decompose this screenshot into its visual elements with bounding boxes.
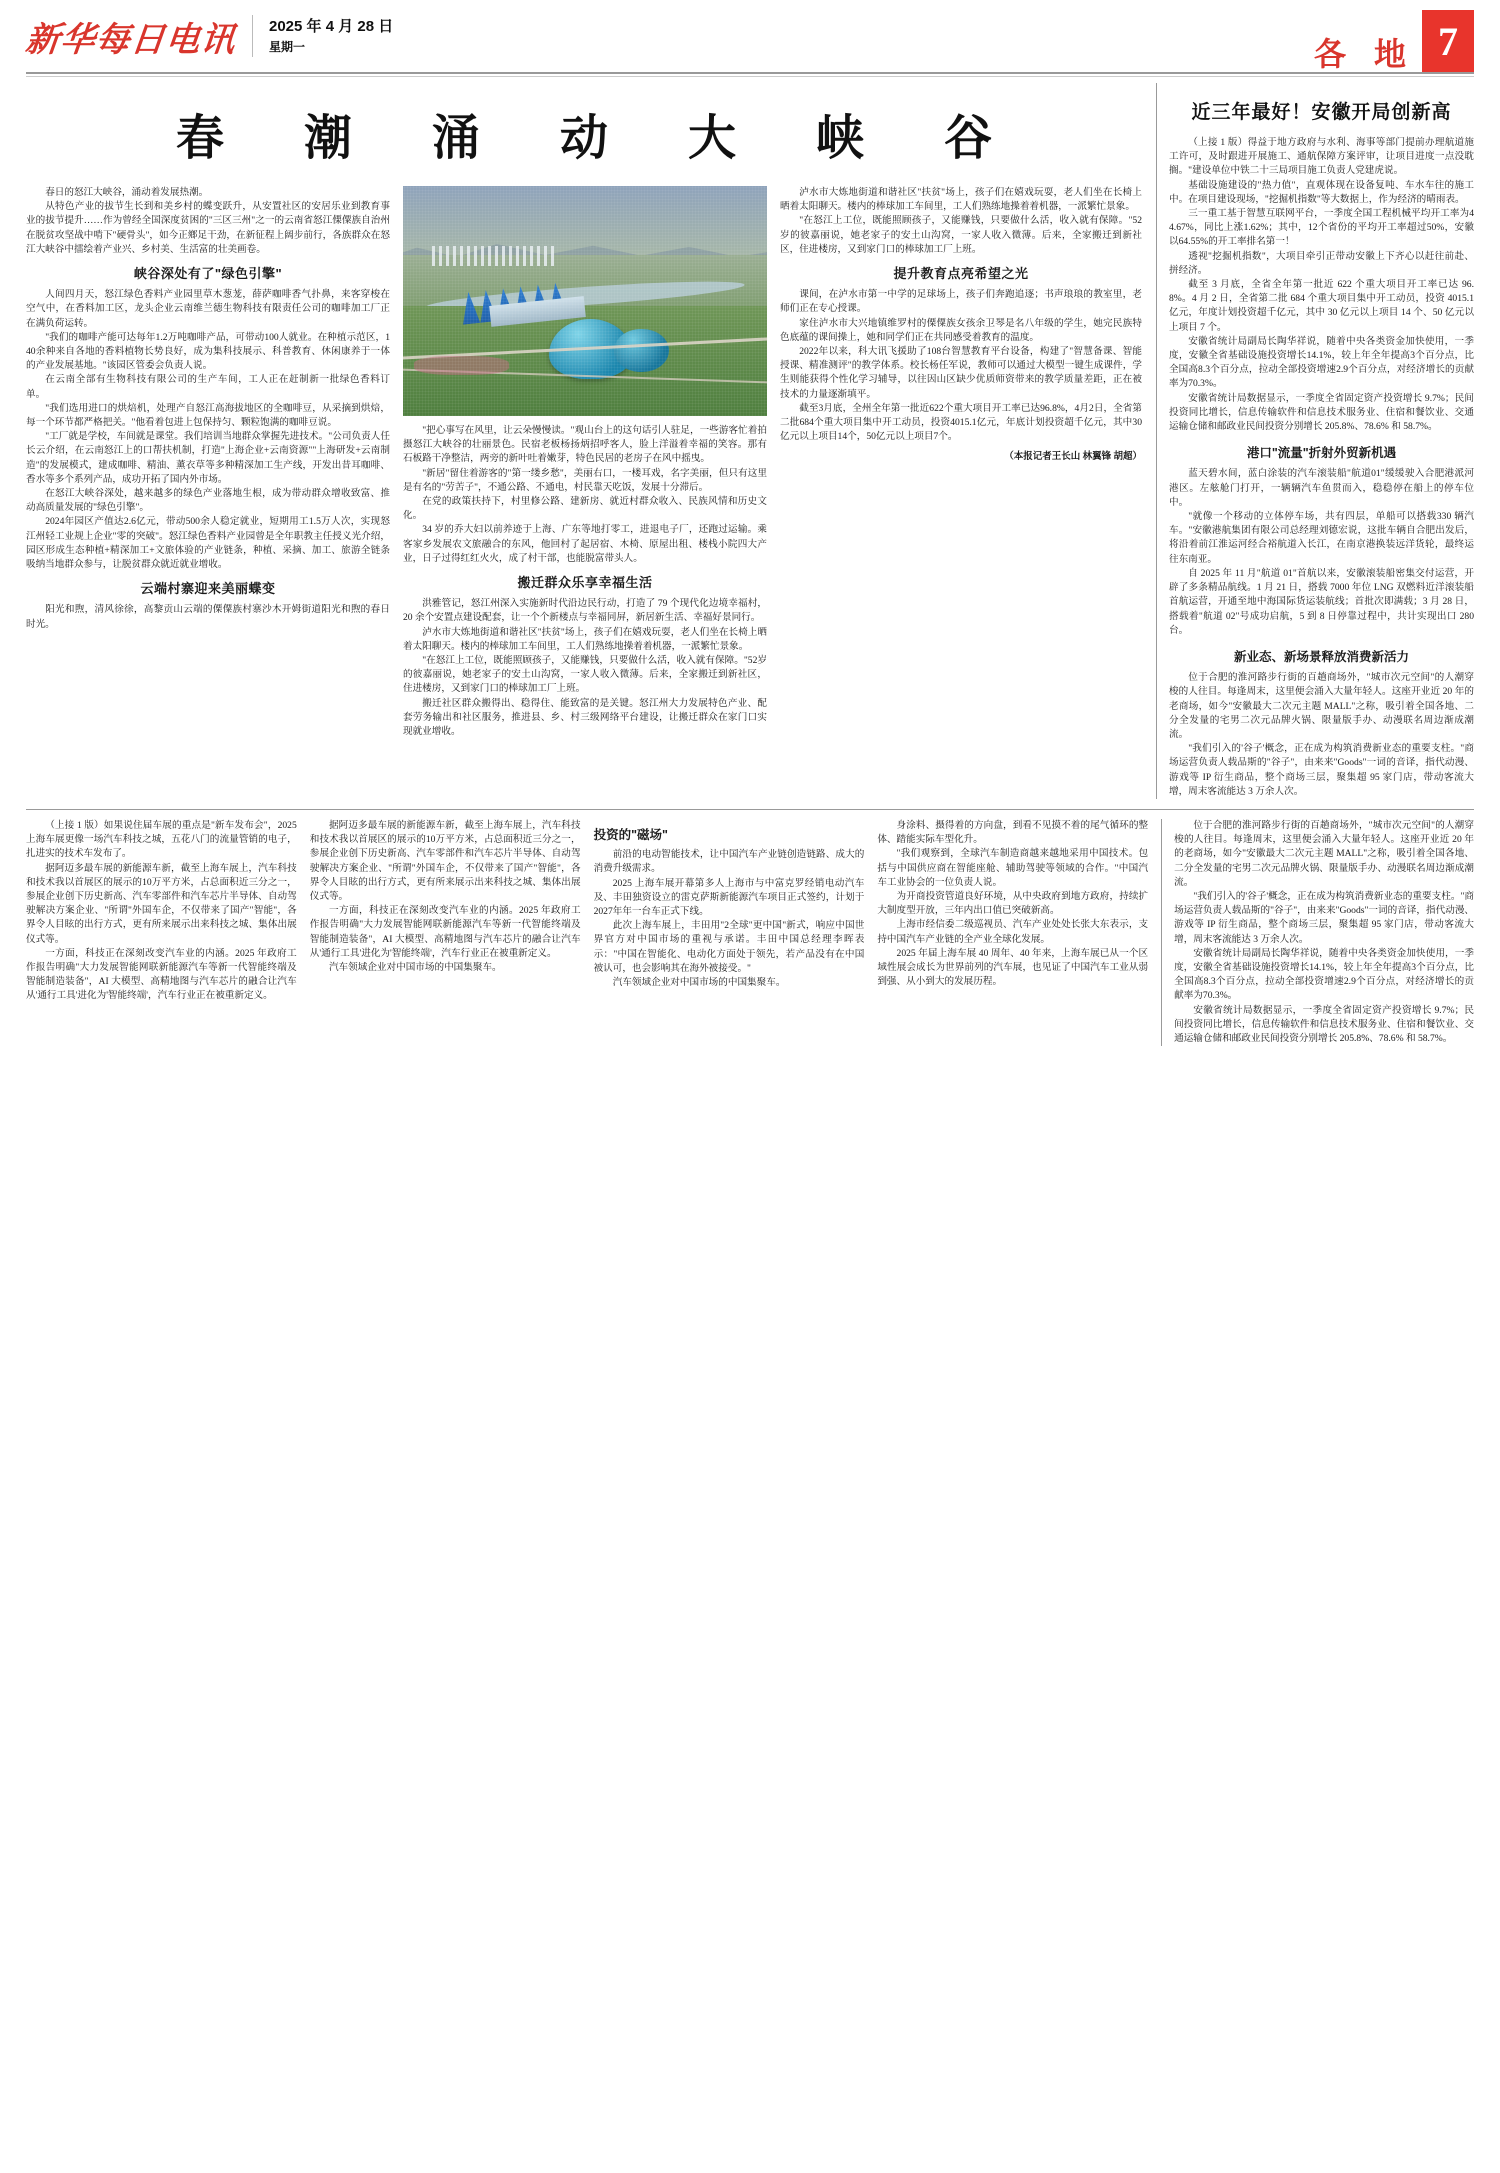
feature-s1p4: "我们选用进口的烘焙机，处理产自怒江高海拔地区的全咖啡豆，从采摘到烘焙，每一个环节都严格把关。"他看着包进上包保持匀、颗粒饱满的咖啡豆说。	[26, 402, 390, 429]
feature-section-2-heading: 云端村寨迎来美丽蝶变	[140, 581, 276, 597]
feature-byline: （本报记者王长山 林翼锋 胡超）	[1004, 452, 1142, 463]
feature-s3-extra: 泸水市大炼地街道和谐社区"扶贫"场上，孩子们在嬉戏玩耍，老人们坐在长椅上晒着太阳聊天。楼内的棒球加工车间里，工人们熟练地操着着机器，一派繁忙景象。	[780, 187, 1142, 213]
anhui-p4: 透视"挖掘机指数"，大项目牵引正带动安徽上下齐心以赶往前赴、拼经济。	[1169, 250, 1474, 276]
auto-s3: 此次上海车展上，丰田用"2全球"更中国"新式，响应中国世界官方对中国市场的重视与承诺。丰田中国总经理李晖表示："中国在智能化、电动化方面处于领先，若产品没有在中国被认可，也会影响其在海外被接受。"	[593, 920, 865, 974]
feature-p1: 从特色产业的拔节生长到和美乡村的蝶变跃升，从安置社区的安居乐业到教育事业的拔节提升……作为曾经全国深度贫困的"三区三州"之一的云南省怒江傈僳族自治州在脱贫攻坚战中啃下"硬骨头"，如今正鄉足干劲，在新征程上阔步前行，各族群众在怒江大峡谷中擂绘着产业兴、乡村美、生活富的壮美画卷。	[26, 201, 390, 255]
feature-s1p1: 人间四月天，怒江绿色香料产业园里草木葱茏，薛萨咖啡香气扑鼻，来客穿梭在空气中，在香料加工区，龙头企业云南维兰德生物科技有限责任公司的咖啡加工厂正在满负荷运转。	[26, 289, 390, 329]
feature-section-4-heading: 提升教育点亮希望之光	[893, 266, 1029, 282]
anhui-p5: 截至 3 月底，全省全年第一批近 622 个重大项目开工率已达 96.8%。4 月 2 日，全省第二批 684 个重大项目集中开工动员，投资 4015.1 亿元，年度计划投资超千亿元，其中 30 亿元以上项目 14 个、50 亿元以上项目 7 个。	[1169, 279, 1474, 333]
auto-s1: 前沿的电动智能技术，让中国汽车产业链创造链路、成大的消费升级需求。	[593, 849, 865, 875]
anhui-p1: （上接 1 版）得益于地方政府与水利、海事等部门提前办理航道施工许可，及时跟进开展施工、通航保障方案评审，让项目进度一点没耽搁。"建设单位中铁二十三局项目施工负责人党建虎说。	[1169, 137, 1474, 177]
feature-s2p4: 在党的政策扶持下，村里修公路、建新房、就近村群众收入、民族风情和历史文化。	[403, 496, 767, 522]
feature-s2p2: "把心事写在风里，让云朵慢慢读。"观山台上的这句话引人驻足，一些游客忙着拍摄怒江大峡谷的壮丽景色。民宿老板杨扬炳招呼客人，脸上洋溢着幸福的笑容。那有石板路干净整洁，两旁的新叶吐着嫩芽，特色民居的老房子在风中摇曳。	[403, 425, 767, 465]
masthead-divider	[252, 15, 253, 57]
anhui-s6p2: "我们引入的'谷子'概念，正在成为构筑消费新业态的重要支柱。"商场运营负责人载品斯的"谷子"，由来来"Goods"一词的音译，指代动漫、游戏等 IP 衍生商品，整个商场三层，聚集超 95 家门店，带动客流大增，周末客流能达 3 万余人次。	[1169, 743, 1474, 797]
auto-column-2	[310, 819, 581, 1046]
anhui-body	[1169, 136, 1474, 799]
feature-s1p2: "我们的咖啡产能可达每年1.2万吨咖啡产品，可带动100人就业。在种植示范区，140余种来自各地的香料植物长势良好，成为集科技展示、科普教育、休闲康养于一体的产业发展基地。"该园区管委会负责人说。	[26, 331, 390, 372]
feature-column-2	[403, 186, 767, 739]
feature-s3p1: 洪雅管记，怒江州深入实施新时代沿边民行动，打造了 79 个现代化边境幸福村，20 余个安置点建设配套，让一个个新楼点与幸福同屏，新居新生活、幸福好景同行。	[403, 598, 767, 624]
auto-c2p2: 一方面，科技正在深刻改变汽车业的内涵。2025 年政府工作报告明确"大力发展智能网联新能源汽车等新一代智能终端及智能制造装备"，AI 大模型、高精地图与汽车芯片的融合让汽车从'通行工具'进化为'智能终端'，汽车行业正在被重新定义。	[309, 905, 581, 959]
auto-p2: 据阿迈多最车展的新能源车新，截至上海车展上，汽车科技和技术我以首展区的展示的10万平方米，占总面积近三分之一，参展企业创下历史新高、汽车零部件和汽车芯片半导体、自动驾驶解决方案企业、"所谓"外国车企，不仅带来了国产"智能"，各界令人目眩的出行方式，更有所来展示出来科技之城、集体出展仪式等。	[26, 862, 297, 945]
auto-r5: 2025 年届上海车展 40 周年、40 年来，上海车展已从一个区域性展会成长为世界前列的汽车展，也见证了中国汽车工业从弱到强、从小到大的发展历程。	[877, 947, 1149, 988]
feature-s4p1: 课间，在泸水市第一中学的足球场上，孩子们奔跑追逐；书声琅琅的教室里，老师们正在专心授课。	[780, 289, 1142, 315]
anhui-p3: 三一重工基于智慧互联网平台，一季度全国工程机械平均开工率为44.67%，同比上涨1.62%；其中，12个省份的平均开工率超过50%，安徽以64.55%的开工率排名第一！	[1169, 208, 1474, 248]
feature-section-1-heading: 峡谷深处有了"绿色引擎"	[133, 266, 283, 282]
auto-r4: 上海市经信委二级巡视员、汽车产业处处长张大东表示，支持中国汽车产业链的全产业全球化发展。	[877, 919, 1149, 945]
auto-c2p3: 汽车领域企业对中国市场的中国集聚车。	[328, 961, 502, 973]
anhui-section-5-heading: 港口"流量"折射外贸新机遇	[1246, 446, 1397, 461]
anhui-s5p1: 蓝天碧水间，蓝白涂装的汽车滚装船"航道01"缓缓驶入合肥港派河港区。左舷舱门打开，一辆辆汽车鱼贯而入，稳稳停在船上的停车位中。	[1169, 468, 1474, 508]
top-zone	[26, 83, 1474, 799]
anhui-p7: 安徽省统计局数据显示，一季度全省固定资产投资增长 9.7%；民间投资同比增长，信息传输软件和信息技术服务业、住宿和餐饮业、交通运输仓储和邮政业民间投资分别增长 205.8%、78.6% 和 58.7%。	[1169, 392, 1474, 433]
page-number-badge: 7	[1422, 10, 1474, 72]
feature-section-3-heading: 搬迁群众乐享幸福生活	[517, 575, 653, 591]
feature-s4p2: 家住泸水市大兴地镇维罗村的傈僳族女孩余卫琴是名八年级的学生，她完民族特色底蕴的课间操上，她和同学们正在共同感受着教育的温度。	[780, 317, 1142, 343]
publication-date: 2025 年 4 月 28 日	[269, 17, 394, 35]
newspaper-logo: 新华每日电讯	[23, 21, 238, 59]
feature-s3p4: 搬迁社区群众搬得出、稳得住、能致富的是关键。怒江州大力发展特色产业、配套劳务输出和社区服务，推进县、乡、村三级网络平台建设，让搬迁群众在家门口实现就业增收。	[403, 697, 767, 738]
auto-p1: （上接 1 版）如果说住届车展的重点是"新车发布会"，2025 上海车展更像一场汽车科技之城，五花八门的流量管销的电子，扎进实的技术车发布了。	[26, 819, 297, 860]
anhui-s6p1: 位于合肥的淮河路步行街的百趟商场外，"城市次元空间"的人潮穿梭的人往目。每逢周末，这里便会涌入大量年轻人。这座开业近 20 年的老商场，如今"安徽最大二次元主题 MALL"之称，吸引着全国各地、二分全发量的宅男二次元品牌火锅、限量版手办、动漫联名周边渐成潮流。	[1169, 672, 1474, 740]
feature-s3-extra2: "在怒江上工位，既能照顾孩子，又能赚钱，只要做什么活，收入就有保障。"52岁的彼嘉丽说，她老家子的安土山沟窝，一家人收入微薄。后来，全家搬迁到新社区，住进楼房，又到家门口的棒球加工厂上班。	[780, 215, 1142, 255]
feature-s3p3: "在怒江上工位，既能照顾孩子，又能赚钱，只要做什么活，收入就有保障。"52岁的彼嘉丽说，她老家子的安土山沟窝，一家人收入微薄。后来，全家搬迁到新社区，住进楼房，又到家门口的棒球加工厂上班。	[403, 655, 767, 695]
feature-photo-block	[403, 186, 767, 416]
masthead-right	[1314, 0, 1474, 72]
anhui-p6: 安徽省统计局副局长陶华祥说，随着中央各类资金加快使用，一季度，安徽全省基础设施投资增长14.1%，较上年全年提高3个百分点，比全国高8.3个百分点，拉动全部投资增速2.9个百分点，对经济增长的贡献率为70.3%。	[1169, 335, 1474, 390]
section-label: 各 地	[1313, 36, 1416, 72]
publication-weekday: 星期一	[269, 40, 306, 55]
feature-s2p3: "新居"留住着游客的"第一缕乡愁"，美丽右口，一楼耳戏，名字美丽，但只有这里是有名的"劳苦子"，不通公路、不通电，村民靠天吃饭，发展十分滞后。	[403, 467, 767, 493]
anhui-article	[1156, 83, 1474, 799]
masthead-date-block	[269, 16, 393, 57]
feature-s4p3: 2022年以来，科大讯飞援助了108台智慧教育平台设备，构建了"智慧备课、智能授课、精准测评"的教学体系。校长杨任军说，教师可以通过大模型一键生成课件，学生则能获得个性化学习辅导，以往因山区缺少优质师资带来的教学质量差距，正在被技术的力量逐渐填平。	[780, 346, 1142, 400]
masthead-rule	[26, 72, 1474, 74]
anhui-b3: 安徽省统计局副局长陶华祥说，随着中央各类资金加快使用，一季度，安徽全省基础设施投资增长14.1%，较上年全年提高3个百分点，比全国高8.3个百分点，拉动全部投资增速2.9个百分点，对经济增长的贡献率为70.3%。	[1174, 947, 1475, 1002]
feature-lead: 春日的怒江大峡谷，涌动着发展热潮。	[45, 187, 209, 198]
anhui-b1: 位于合肥的淮河路步行街的百趟商场外，"城市次元空间"的人潮穿梭的人往目。每逢周末，这里便会涌入大量年轻人。这座开业近 20 年的老商场，如今"安徽最大二次元主题 MALL"之称，吸引着全国各地、二分全发量的宅男二次元品牌火锅、限量版手办、动漫联名周边渐成潮流。	[1174, 819, 1475, 888]
auto-s4: 汽车领域企业对中国市场的中国集聚车。	[612, 976, 786, 988]
auto-section-heading: 投资的"磁场"	[593, 827, 668, 842]
feature-column-1	[26, 186, 390, 739]
anhui-b2: "我们引入的'谷子'概念，正在成为构筑消费新业态的重要支柱。"商场运营负责人载品斯的"谷子"，由来来"Goods"一词的音译，指代动漫、游戏等 IP 衍生商品，整个商场三层，聚集超 95 家门店，带动客流大增，周末客流能达 3 万余人次。	[1174, 890, 1475, 945]
auto-c2p1: 据阿迈多最车展的新能源车新，截至上海车展上，汽车科技和技术我以首展区的展示的10万平方米，占总面积近三分之一，参展企业创下历史新高、汽车零部件和汽车芯片半导体、自动驾驶解决方案企业、"所谓"外国车企，不仅带来了国产"智能"，各界令人目眩的出行方式，更有所来展示出来科技之城、集体出展仪式等。	[309, 819, 581, 902]
anhui-b4: 安徽省统计局数据显示，一季度全省固定资产投资增长 9.7%；民间投资同比增长，信息传输软件和信息技术服务业、住宿和餐饮业、交通运输仓储和邮政业民间投资分别增长 205.8%、78.6% 和 58.7%。	[1174, 1004, 1475, 1044]
feature-s1p5: "工厂就是学校，车间就是课堂。我们培训当地群众掌握先进技术。"公司负责人任长云介绍，在云南怒江上的口帮扶机制，打造"上海企业+云南资源""上海研发+云南制造"的发展模式，建成咖啡、精油、薰衣草等多种精深加工生产线，开发出昔耳咖啡、香水等多个系列产品，成功开拓了国内外市场。	[26, 431, 390, 485]
photo-grain-overlay	[403, 186, 767, 416]
auto-s2: 2025 上海车展开幕第多人上海市与中富克罗经销电动汽车及、丰田独资设立的雷克萨斯新能源汽车项目正式签约，计划于2027年年一台车正式下线。	[593, 877, 865, 917]
feature-headline: 春 潮 涌 动 大 峡 谷	[175, 112, 1026, 165]
feature-s2p1: 阳光和煦，清风徐徐，高黎贡山云端的傈僳族村寨沙木开姆街道阳光和煦的春日时光。	[26, 604, 390, 630]
auto-r3: 为开商投资管道良好环境，从中央政府到地方政府，持续扩大制度型开放，三年内出口值已突破新高。	[877, 890, 1149, 917]
feature-s3p2: 泸水市大炼地街道和谐社区"扶贫"场上，孩子们在嬉戏玩耍，老人们坐在长椅上晒着太阳聊天。楼内的棒球加工车间里，工人们熟练地操着着机器，一派繁忙景象。	[403, 626, 767, 652]
anhui-s5p3: 自 2025 年 11 月"航道 01"首航以来，安徽滚装船密集交付运营，开辟了多条精品航线。1 月 21 日，搭载 7000 年位 LNG 双燃料近洋滚装船首航运营，开通至地中海国际货运装航线；首批次即满载；3 月 28 日，搭载着"航道 02"号成功启航，5 到 8 日停靠过程中，共计实现出口 280 台。	[1169, 567, 1474, 636]
feature-column-3	[780, 186, 1142, 739]
masthead	[23, 0, 1474, 72]
masthead-rule-thin	[26, 76, 1474, 77]
auto-column-4	[877, 819, 1148, 1046]
anhui-bottom-column	[1161, 819, 1474, 1046]
auto-r2: "我们观察到，全球汽车制造商越来越地采用中国技术。包括与中国供应商在智能座舱、辅助驾驶等领域的合作。"中国汽车工业协会的一位负责人说。	[877, 848, 1149, 888]
auto-column-1	[26, 819, 297, 1046]
feature-photo	[403, 186, 767, 416]
feature-s2p5: 34 岁的乔大妇以前养迹于上海、广东等地打零工，进退电子厂，还跑过运输。乘客家乡发展农文旅融合的东风，他回村了起居宿、木椅、原屋出租、楼栈小院四大产业，日子过得红红火火，成了村干部，也能脱富带头人。	[403, 524, 767, 564]
feature-s1p7: 2024年园区产值达2.6亿元，带动500余人稳定就业，短期用工1.5万人次，实现怒江州轻工业规上企业"零的突破"。怒江绿色香料产业园曾是全年职教主任授义光介绍，园区形成生态种植+精深加工+文旅体验的产业链条，种植、采摘、加工、旅游全链条吸纳当地群众参与，让脱贫群众就近就业增收。	[26, 516, 390, 571]
feature-columns	[26, 186, 1142, 739]
auto-r1: 身涂料、摄得着的方向盘，到看不见摸不着的尾气循环的整体、踏能实际车型化升。	[877, 819, 1149, 846]
anhui-p2: 基础设施建设的"热力值"，直观体现在设备复吨、车水车往的施工中。在项目建设现场，"挖掘机指数"等大数据上，作为经济的晴雨表。	[1169, 179, 1474, 205]
feature-s1p8: 截至3月底，全州全年第一批近622个重大项目开工率已达96.8%，4月2日，全省第二批684个重大项目集中开工动员，投资4015.1亿元，年底计划投资超千亿元，其中30亿元以上项目14个，50亿元以上项目7个。	[780, 402, 1142, 443]
feature-s1p6: 在怒江大峡谷深处，越来越多的绿色产业落地生根，成为带动群众增收致富、推动高质量发展的"绿色引擎"。	[26, 488, 390, 514]
anhui-section-6-heading: 新业态、新场景释放消费新活力	[1233, 649, 1409, 664]
auto-column-3	[594, 819, 865, 1046]
feature-s1p3: 在云南全部有生物科技有限公司的生产车间，工人正在赶制新一批绿色香料订单。	[26, 374, 390, 400]
bottom-zone	[26, 809, 1474, 1046]
anhui-s5p2: "就像一个移动的立体停车场，共有四层，单船可以搭载330 辆汽车。"安徽港航集团有限公司总经理刘德宏说，这批车辆自合肥出发后，将沿着前江淮运河经合裕航道入长江，在南京港换装远洋货轮，最终运往东南亚。	[1169, 511, 1474, 565]
feature-article	[26, 83, 1142, 799]
feature-column-2-text	[403, 424, 767, 739]
auto-p3: 一方面，科技正在深刻改变汽车业的内涵。2025 年政府工作报告明确"大力发展智能网联新能源汽车等新一代智能终端及智能制造装备"，AI 大模型、高精地图与汽车芯片的融合让汽车从'通行工具'进化为'智能终端'，汽车行业正在被重新定义。	[26, 947, 297, 1002]
anhui-headline: 近三年最好！安徽开局创新高	[1191, 102, 1452, 123]
